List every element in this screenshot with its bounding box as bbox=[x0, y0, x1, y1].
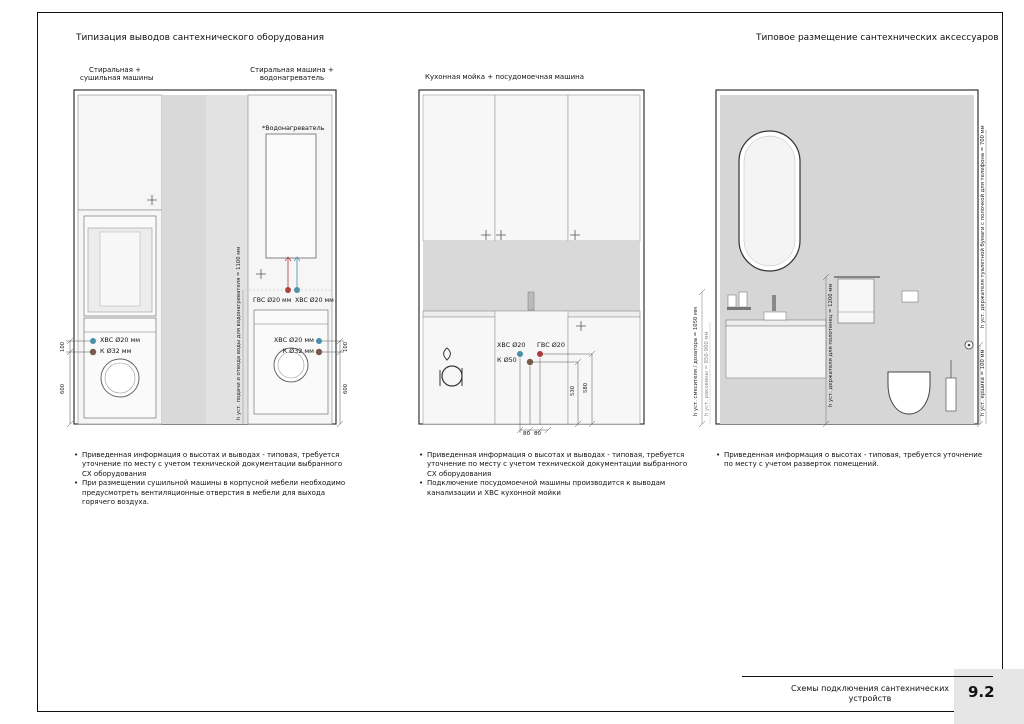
panel2-kitchen-elevation bbox=[419, 90, 644, 433]
heater-hvs-label: ХВС Ø20 мм bbox=[295, 297, 334, 304]
heater-label: *Водонагреватель bbox=[262, 124, 325, 132]
paper-holder-height-note: h уст. держателя туалетной бумаги с полочкой для телефона = 700 мм bbox=[980, 125, 986, 328]
right-wm-hvs-label: ХВС Ø20 мм bbox=[273, 336, 314, 344]
dim-530: 530 bbox=[570, 385, 576, 396]
towel-height-note: h уст. держателя для полотенец = 1200 мм bbox=[828, 283, 834, 407]
dim-80-a: 80 bbox=[523, 431, 530, 437]
panel3-bathroom-elevation bbox=[699, 90, 986, 427]
sink-k-label: К Ø50 bbox=[497, 356, 517, 364]
panel2-note-1: • Приведенная информация о высотах и выводах - типовая, требуется уточнение по месту с учетом технической документации выбранного СХ оборудования bbox=[419, 451, 687, 479]
panel1-title-right: Стиральная машина + водонагреватель bbox=[250, 66, 334, 83]
heater-gvs-label: ГВС Ø20 мм bbox=[253, 297, 292, 304]
dim-right-100: 100 bbox=[343, 341, 349, 352]
dim-left-600: 600 bbox=[60, 383, 66, 394]
title-block-title: Схемы подключения сантехнических устройств bbox=[791, 684, 949, 704]
faucet-height-note: h уст. смесителя / дозатора = 1050 мм bbox=[693, 307, 699, 416]
brush-height-note: h уст. ершика = 100 мм bbox=[980, 349, 986, 416]
sink-hvs-label: ХВС Ø20 bbox=[497, 341, 526, 349]
dim-left-100: 100 bbox=[60, 341, 66, 352]
right-wm-k-label: К Ø32 мм bbox=[282, 347, 314, 355]
dim-right-600: 600 bbox=[343, 383, 349, 394]
panel2-note-2: • Подключение посудомоечной машины производится к выводам канализации и ХВС кухонной мойки bbox=[419, 479, 687, 498]
title-block-rule bbox=[742, 676, 993, 677]
dim-580: 580 bbox=[583, 382, 589, 393]
panel1-note-1: • Приведенная информация о высотах и выводах - типовая, требуется уточнение по месту с учетом технической документации выбранного СХ оборудования bbox=[74, 451, 345, 479]
sink-gvs-label: ГВС Ø20 bbox=[537, 341, 565, 349]
heater-height-note: h уст. подачи и отвода воды для водонагревателя = 1100 мм bbox=[236, 246, 242, 420]
panel1-note-2: • При размещении сушильной машины в корпусной мебели необходимо предусмотреть вентиляционные отверстия в мебели для выхода горячего воздуха. bbox=[74, 479, 345, 507]
panel1-laundry-elevation bbox=[66, 90, 344, 427]
sheet-number: 9.2 bbox=[968, 683, 995, 701]
panel3-notes bbox=[716, 451, 982, 470]
left-wm-k-label: К Ø32 мм bbox=[100, 347, 132, 355]
dim-80-b: 80 bbox=[534, 431, 541, 437]
left-heading: Типизация выводов сантехнического оборудования bbox=[76, 33, 325, 43]
panel2-notes bbox=[419, 451, 687, 498]
sink-height-note: h уст. раковины = 850-900 мм bbox=[704, 331, 710, 416]
panel2-title: Кухонная мойка + посудомоечная машина bbox=[425, 73, 585, 81]
panel1-title-left: Стиральная + сушильная машины bbox=[80, 66, 154, 83]
panel3-note-1: • Приведенная информация о высотах - типовая, требуется уточнение по месту с учетом разверток помещений. bbox=[716, 451, 982, 470]
right-heading: Типовое размещение сантехнических аксессуаров bbox=[756, 33, 999, 43]
left-wm-hvs-label: ХВС Ø20 мм bbox=[100, 336, 141, 344]
panel1-notes bbox=[74, 451, 345, 508]
